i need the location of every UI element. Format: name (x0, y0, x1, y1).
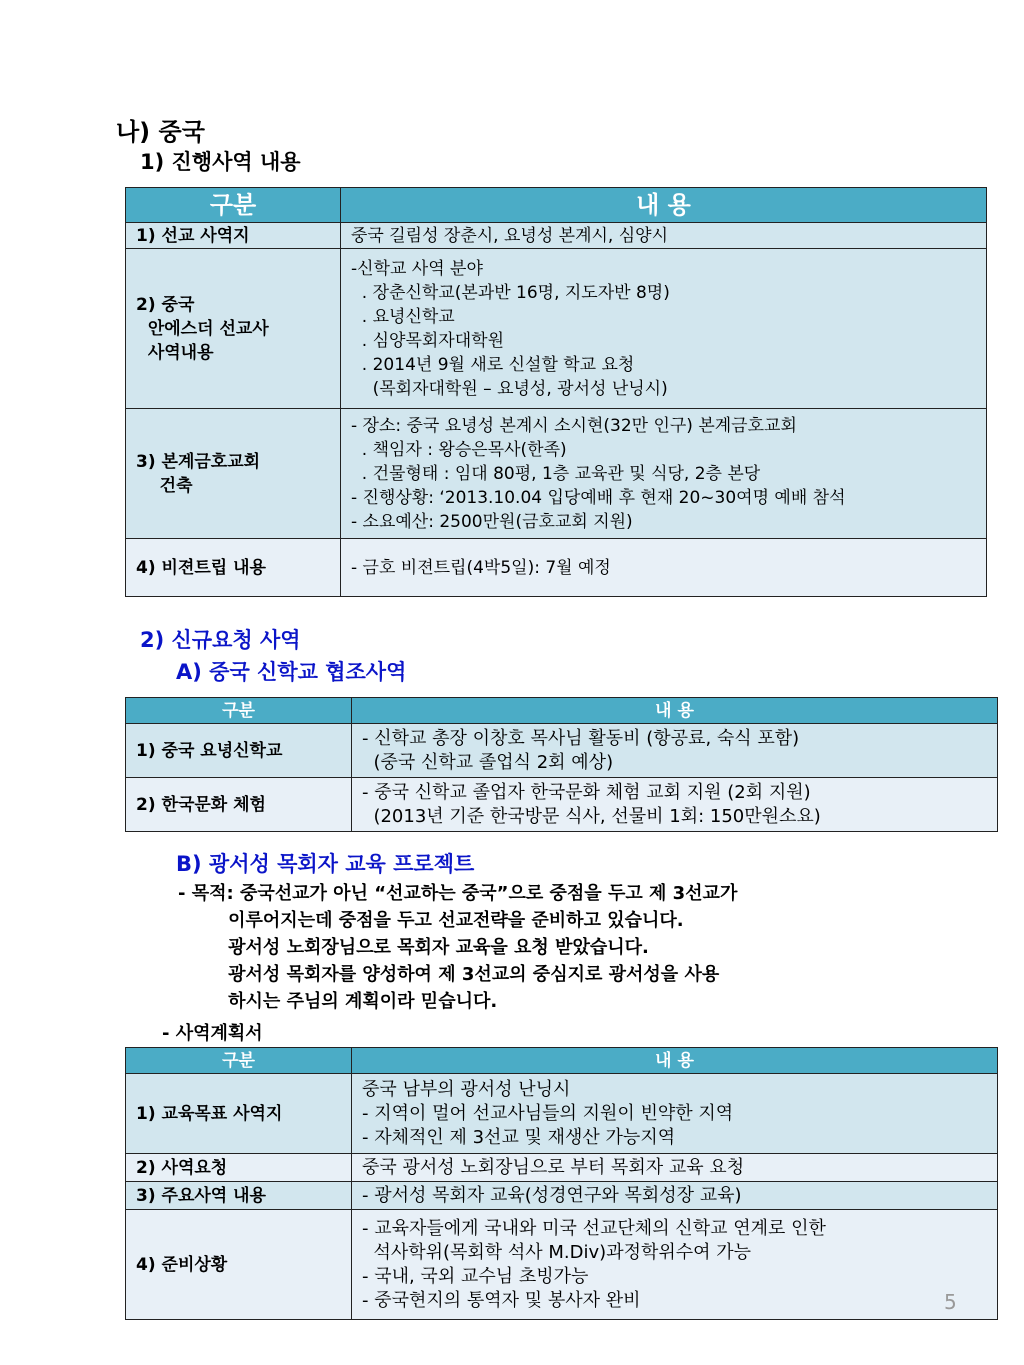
seminary-cooperation-table (125, 697, 998, 832)
table-row (126, 409, 987, 539)
table-row (126, 724, 998, 778)
row-label: 4) 비젼트립 내용 (126, 539, 341, 597)
table-header-content: 내 용 (341, 188, 987, 223)
table-header-category: 구분 (126, 1048, 352, 1074)
table-row (126, 1154, 998, 1182)
table-row (126, 1210, 998, 1320)
row-content: 중국 광서성 노회장님으로 부터 목회자 교육 요청 (352, 1154, 998, 1182)
table-row (126, 1182, 998, 1210)
table-header-content: 내 용 (352, 1048, 998, 1074)
row-content: - 금호 비젼트립(4박5일): 7월 예정 (341, 539, 987, 597)
table-header-category: 구분 (126, 188, 341, 223)
row-content: - 장소: 중국 요녕성 본계시 소시현(32만 인구) 본계금호교회 . 책임자 : 왕승은목사(한족) . 건물형태 : 임대 80평, 1층 교육관 및 식당, 2층 본당 - 진행상황: ‘2013.10.04 입당예배 후 현재 20~30여명 예배 참석 - 소요예산: 2500만원(금호교회 지원) (341, 409, 987, 539)
table-header-category: 구분 (126, 698, 352, 724)
subheading-seminary-cooperation: A) 중국 신학교 협조사역 (176, 660, 407, 684)
row-content: -신학교 사역 분야 . 장춘신학교(본과반 16명, 지도자반 8명) . 요녕신학교 . 심양목회자대학원 . 2014년 9월 새로 신설할 학교 요청 (목회자대학원 – 요녕성, 광서성 난닝시) (341, 249, 987, 409)
row-content: - 교육자들에게 국내와 미국 선교단체의 신학교 연계로 인한 석사학위(목회학 석사 M.Div)과정학위수여 가능 - 국내, 국외 교수님 초빙가능 - 중국현지의 통역자 및 봉사자 완비 (352, 1210, 998, 1320)
row-content: 중국 남부의 광서성 난닝시 - 지역이 멀어 선교사님들의 지원이 빈약한 지역 - 자체적인 제 3선교 및 재생산 가능지역 (352, 1074, 998, 1154)
section-heading-china: 나) 중국 (116, 118, 205, 146)
subheading-ongoing-ministry: 1) 진행사역 내용 (140, 150, 301, 174)
row-label: 1) 선교 사역지 (126, 223, 341, 249)
row-content: - 광서성 목회자 교육(성경연구와 목회성장 교육) (352, 1182, 998, 1210)
row-label: 1) 중국 요녕신학교 (126, 724, 352, 778)
row-label: 3) 본계금호교회 건축 (126, 409, 341, 539)
row-label: 2) 사역요청 (126, 1154, 352, 1182)
row-content: - 신학교 총장 이창호 목사님 활동비 (항공료, 숙식 포함) (중국 신학교 졸업식 2회 예상) (352, 724, 998, 778)
ministry-plan-table (125, 1047, 998, 1320)
row-label: 2) 중국 안에스더 선교사 사역내용 (126, 249, 341, 409)
plan-label: - 사역계획서 (162, 1023, 263, 1044)
table-row (126, 249, 987, 409)
subheading-guangxi-project: B) 광서성 목회자 교육 프로젝트 (176, 852, 475, 876)
row-content: 중국 길림성 장춘시, 요녕성 본계시, 심양시 (341, 223, 987, 249)
table-row (126, 1074, 998, 1154)
table-row (126, 539, 987, 597)
table-row (126, 223, 987, 249)
row-label: 1) 교육목표 사역지 (126, 1074, 352, 1154)
row-content: - 중국 신학교 졸업자 한국문화 체험 교회 지원 (2회 지원) (2013년 기준 한국방문 식사, 선물비 1회: 150만원소요) (352, 778, 998, 832)
row-label: 3) 주요사역 내용 (126, 1182, 352, 1210)
purpose-paragraph: - 목적: 중국선교가 아닌 “선교하는 중국”으로 중점을 두고 제 3선교가 이루어지는데 중점을 두고 선교전략을 준비하고 있습니다. 광서성 노회장님으로 목회자 교육을 요청 받았습니다. 광서성 목회자를 양성하여 제 3선교의 중심지로 광서성을 사용 하시는 주님의 계획이라 믿습니다. (178, 883, 738, 1012)
row-label: 4) 준비상황 (126, 1210, 352, 1320)
ongoing-ministry-table (125, 187, 987, 597)
table-row (126, 778, 998, 832)
page-number: 5 (944, 1290, 957, 1314)
subheading-new-requests: 2) 신규요청 사역 (140, 628, 301, 652)
row-label: 2) 한국문화 체험 (126, 778, 352, 832)
table-header-content: 내 용 (352, 698, 998, 724)
